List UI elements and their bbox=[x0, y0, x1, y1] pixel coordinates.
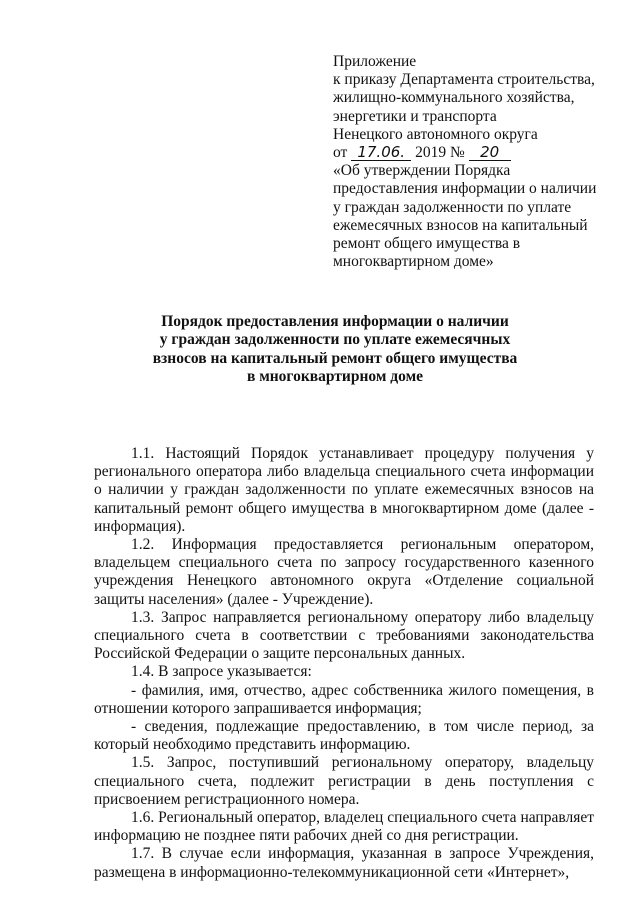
paragraph-1-7: 1.7. В случае если информация, указанная в запросе Учреждения, размещена в информационно-телекоммуникационной сети «Интернет», bbox=[94, 845, 594, 881]
paragraph-1-2: 1.2. Информация предоставляется региональным оператором, владельцем специального счета по запросу государственного казенного учреждения Ненецкого автономного округа «Отделение социальной защиты населения» (далее - Учреждение). bbox=[94, 536, 594, 608]
title-line: в многоквартирном доме bbox=[246, 368, 424, 386]
date-prefix: от bbox=[333, 144, 348, 162]
title-line: Порядок предоставления информации о наличии bbox=[161, 313, 509, 330]
list-item-fio: - фамилия, имя, отчество, адрес собственника жилого помещения, в отношении которого запрашивается информация; bbox=[94, 681, 594, 717]
paragraph-1-1: 1.1. Настоящий Порядок устанавливает процедуру получения у регионального оператора либо владельца специального счета информации о наличии у граждан задолженности по уплате ежемесячных взносов на капитальный ремонт общего имущества в многоквартирном доме (далее - информация). bbox=[94, 445, 594, 535]
list-item-period: - сведения, подлежащие предоставлению, в том числе период, за который необходимо представить информацию. bbox=[94, 718, 594, 754]
appendix-line: предоставления информации о наличии bbox=[333, 180, 597, 198]
appendix-line: многоквартирном доме» bbox=[333, 253, 494, 271]
appendix-line: к приказу Департамента строительства, bbox=[333, 71, 595, 89]
paragraph-1-5: 1.5. Запрос, поступивший региональному оператору, владельцу специального счета, подлежит регистрации в день поступления с присвоением регистрационного номера. bbox=[94, 754, 594, 808]
appendix-line: у граждан задолженности по уплате bbox=[333, 198, 572, 216]
handwritten-date: 17.06. bbox=[351, 145, 411, 161]
appendix-line: ремонт общего имущества в bbox=[333, 235, 521, 253]
order-date-line bbox=[333, 144, 613, 162]
appendix-block bbox=[333, 53, 613, 271]
document-body bbox=[94, 445, 594, 882]
paragraph-1-6: 1.6. Региональный оператор, владелец специального счета направляет информацию не позднее пяти рабочих дней со дня регистрации. bbox=[94, 809, 594, 845]
appendix-line: Приложение bbox=[333, 53, 417, 70]
title-line: у граждан задолженности по уплате ежемесячных bbox=[159, 331, 511, 349]
document-title bbox=[100, 313, 570, 387]
appendix-line: ежемесячных взносов на капитальный bbox=[333, 216, 588, 234]
appendix-line: энергетики и транспорта bbox=[333, 107, 497, 125]
appendix-line: жилищно-коммунального хозяйства, bbox=[333, 89, 575, 107]
paragraph-1-4: 1.4. В запросе указывается: bbox=[131, 663, 312, 681]
appendix-line: Ненецкого автономного округа bbox=[333, 125, 538, 143]
year-label: 2019 № bbox=[415, 144, 465, 162]
title-line: взносов на капитальный ремонт общего имущества bbox=[152, 349, 518, 367]
appendix-line: «Об утверждении Порядка bbox=[333, 162, 511, 180]
handwritten-order-number: 20 bbox=[469, 145, 511, 161]
paragraph-1-3: 1.3. Запрос направляется региональному оператору либо владельцу специального счета в соответствии с требованиями законодательства Российской Федерации о защите персональных данных. bbox=[94, 608, 594, 663]
